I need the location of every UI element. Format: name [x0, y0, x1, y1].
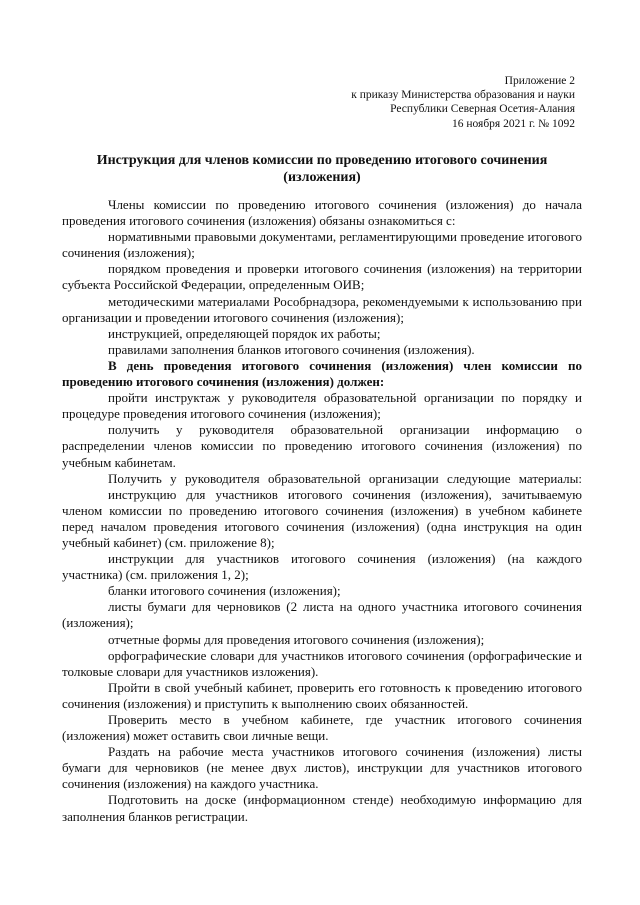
document-title — [62, 152, 582, 186]
order-date: 16 ноября 2021 г. № 1092 — [451, 117, 575, 130]
appendix-header — [351, 74, 575, 131]
order-reference: к приказу Министерства образования и науки — [351, 89, 575, 102]
paragraph: Пройти в свой учебный кабинет, проверить его готовность к проведению итогового сочинения (изложения) и приступить к выполнению своих обязанностей. — [62, 679, 582, 711]
paragraph: Проверить место в учебном кабинете, где участник итогового сочинения (изложения) может оставить свои личные вещи. — [62, 712, 582, 744]
list-item: бланки итогового сочинения (изложения); — [108, 583, 341, 599]
paragraph: Подготовить на доске (информационном стенде) необходимую информацию для заполнения бланков регистрации. — [62, 792, 582, 824]
title-line-2: (изложения) — [283, 170, 361, 185]
list-item: инструкцией, определяющей порядок их работы; — [108, 325, 381, 341]
list-item: орфографические словари для участников итогового сочинения (орфографические и толковые словари для участников изложения). — [62, 647, 582, 679]
list-item: листы бумаги для черновиков (2 листа на одного участника итогового сочинения (изложения); — [62, 599, 582, 631]
republic-name: Республики Северная Осетия-Алания — [390, 103, 575, 116]
title-line-1: Инструкция для членов комиссии по проведению итогового сочинения — [96, 153, 548, 168]
document-body — [62, 197, 582, 825]
section-heading: В день проведения итогового сочинения (изложения) член комиссии по проведению итогового сочинения (изложения) должен: — [62, 357, 582, 390]
list-item: получить у руководителя образовательной организации информацию о распределении членов комиссии по проведению итогового сочинения (изложения) по учебным кабинетам. — [62, 422, 582, 470]
list-item: правилами заполнения бланков итогового сочинения (изложения). — [108, 341, 475, 357]
paragraph: Члены комиссии по проведению итогового сочинения (изложения) до начала проведения итогового сочинения (изложения) обязаны ознакомиться с: — [62, 197, 582, 229]
paragraph: Раздать на рабочие места участников итогового сочинения (изложения) листы бумаги для черновиков (не менее двух листов), инструкции для участников итогового сочинения (изложения) на каждого участника. — [62, 744, 582, 792]
list-item: отчетные формы для проведения итогового сочинения (изложения); — [108, 631, 485, 647]
list-item: нормативными правовыми документами, регламентирующими проведение итогового сочинения (изложения); — [62, 229, 582, 261]
list-item: инструкцию для участников итогового сочинения (изложения), зачитываемую членом комиссии по проведению итогового сочинения (изложения) в учебном кабинете перед началом проведения итогового сочинения (изложения) (одна инструкция на один учебный кабинет) (см. приложение 8); — [62, 486, 582, 550]
list-item: методическими материалами Рособрнадзора, рекомендуемыми к использованию при организации и проведении итогового сочинения (изложения); — [62, 293, 582, 325]
appendix-number: Приложение 2 — [504, 75, 575, 87]
paragraph: Получить у руководителя образовательной организации следующие материалы: — [108, 470, 582, 486]
list-item: порядком проведения и проверки итогового сочинения (изложения) на территории субъекта Российской Федерации, определенным ОИВ; — [62, 261, 582, 293]
list-item: пройти инструктаж у руководителя образовательной организации по порядку и процедуре проведения итогового сочинения (изложения); — [62, 390, 582, 422]
list-item: инструкции для участников итогового сочинения (изложения) (на каждого участника) (см. приложения 1, 2); — [62, 551, 582, 583]
